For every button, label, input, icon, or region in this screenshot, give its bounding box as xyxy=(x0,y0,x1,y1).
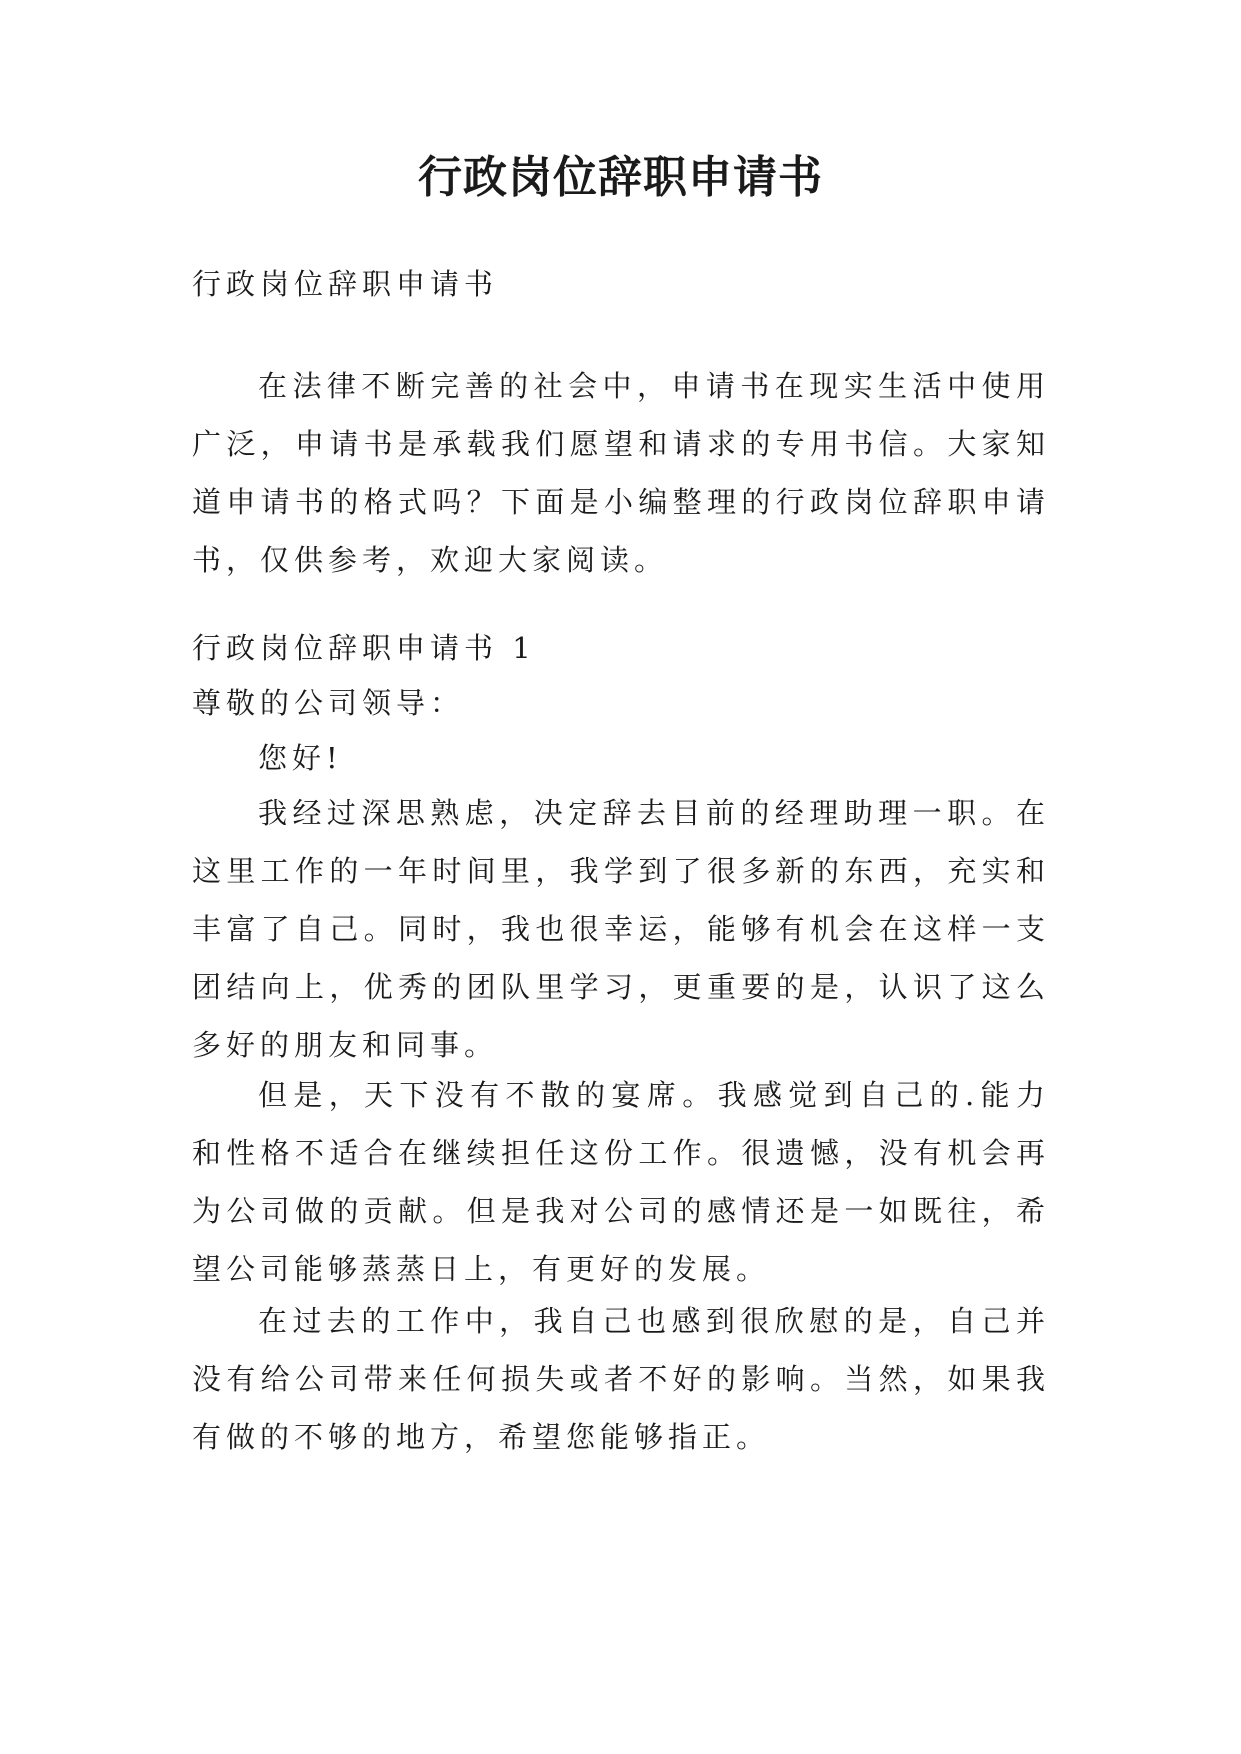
section-heading: 行政岗位辞职申请书 1 xyxy=(192,631,536,665)
intro-paragraph: 在法律不断完善的社会中，申请书在现实生活中使用广泛，申请书是承载我们愿望和请求的专用书信。大家知道申请书的格式吗？下面是小编整理的行政岗位辞职申请书，仅供参考，欢迎大家阅读。 xyxy=(192,369,1050,577)
body-paragraph-2: 但是，天下没有不散的宴席。我感觉到自己的.能力和性格不适合在继续担任这份工作。很遗憾，没有机会再为公司做的贡献。但是我对公司的感情还是一如既往，希望公司能够蒸蒸日上，有更好的发展。 xyxy=(192,1078,1050,1286)
body-paragraph-3: 在过去的工作中，我自己也感到很欣慰的是，自己并没有给公司带来任何损失或者不好的影响。当然，如果我有做的不够的地方，希望您能够指正。 xyxy=(192,1304,1050,1454)
document-title: 行政岗位辞职申请书 xyxy=(418,152,823,203)
salutation: 尊敬的公司领导： xyxy=(192,686,465,720)
document-subtitle: 行政岗位辞职申请书 xyxy=(192,267,499,301)
greeting: 您好! xyxy=(258,741,343,775)
body-paragraph-1: 我经过深思熟虑，决定辞去目前的经理助理一职。在这里工作的一年时间里，我学到了很多新的东西，充实和丰富了自己。同时，我也很幸运，能够有机会在这样一支团结向上，优秀的团队里学习，更重要的是，认识了这么多好的朋友和同事。 xyxy=(192,796,1050,1062)
